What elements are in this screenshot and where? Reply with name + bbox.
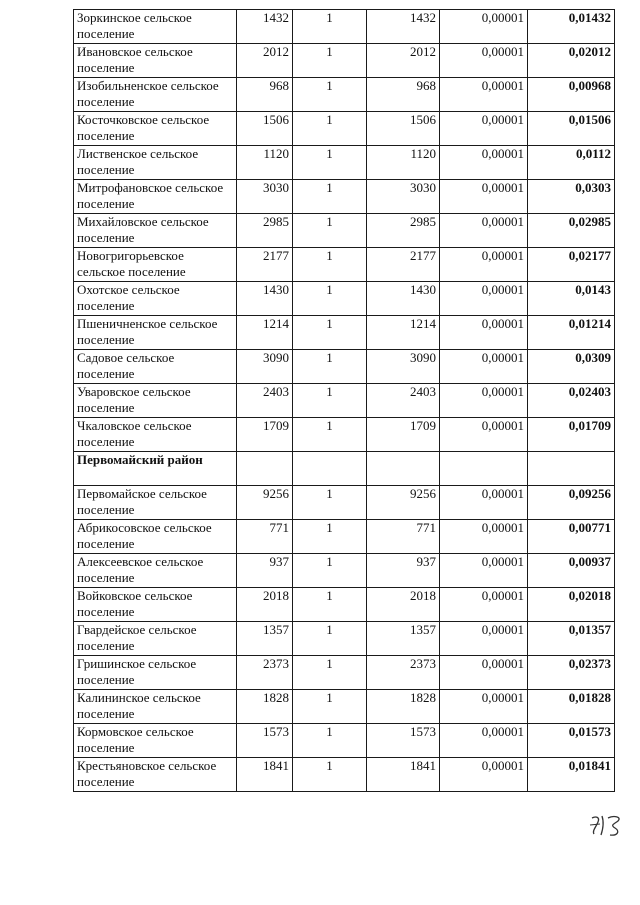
cell-population: 2012 — [237, 44, 293, 78]
cell-value: 771 — [367, 520, 440, 554]
cell-result: 0,01709 — [528, 418, 615, 452]
cell-value: 2018 — [367, 588, 440, 622]
cell-name: Охотское сельское поселение — [74, 282, 237, 316]
cell-result: 0,01841 — [528, 758, 615, 792]
cell-name: Гвардейское сельское поселение — [74, 622, 237, 656]
cell-rate: 0,00001 — [440, 724, 528, 758]
cell-coefficient: 1 — [293, 724, 367, 758]
cell-rate: 0,00001 — [440, 248, 528, 282]
table-row — [74, 384, 615, 418]
cell-value: 1506 — [367, 112, 440, 146]
cell-coefficient: 1 — [293, 758, 367, 792]
table-row — [74, 44, 615, 78]
cell-population: 3030 — [237, 180, 293, 214]
cell-name: Михайловское сельское поселение — [74, 214, 237, 248]
cell-result: 0,02018 — [528, 588, 615, 622]
cell-rate: 0,00001 — [440, 418, 528, 452]
cell-coefficient: 1 — [293, 316, 367, 350]
cell-population: 1430 — [237, 282, 293, 316]
cell-result: 0,0309 — [528, 350, 615, 384]
table-row — [74, 282, 615, 316]
cell-rate: 0,00001 — [440, 486, 528, 520]
cell-result: 0,01573 — [528, 724, 615, 758]
cell-result: 0,0112 — [528, 146, 615, 180]
cell-coefficient: 1 — [293, 214, 367, 248]
cell-coefficient: 1 — [293, 690, 367, 724]
cell-value: 1709 — [367, 418, 440, 452]
cell-result: 0,01357 — [528, 622, 615, 656]
cell-population: 2985 — [237, 214, 293, 248]
cell-name: Гришинское сельское поселение — [74, 656, 237, 690]
cell-coefficient: 1 — [293, 112, 367, 146]
cell-result: 0,0143 — [528, 282, 615, 316]
cell-coefficient: 1 — [293, 554, 367, 588]
cell-population: 1432 — [237, 10, 293, 44]
district-header-row — [74, 452, 615, 486]
cell-coefficient: 1 — [293, 588, 367, 622]
cell-rate: 0,00001 — [440, 44, 528, 78]
cell-coefficient — [293, 452, 367, 486]
cell-coefficient: 1 — [293, 418, 367, 452]
table-row — [74, 10, 615, 44]
cell-rate: 0,00001 — [440, 656, 528, 690]
cell-name: Первомайское сельское поселение — [74, 486, 237, 520]
cell-population: 1573 — [237, 724, 293, 758]
cell-name: Первомайский район — [74, 452, 237, 486]
table-body — [74, 10, 615, 792]
cell-result: 0,09256 — [528, 486, 615, 520]
cell-rate: 0,00001 — [440, 316, 528, 350]
cell-name: Абрикосовское сельское поселение — [74, 520, 237, 554]
cell-coefficient: 1 — [293, 486, 367, 520]
cell-population: 1841 — [237, 758, 293, 792]
cell-population: 2403 — [237, 384, 293, 418]
table-row — [74, 248, 615, 282]
cell-name: Садовое сельское поселение — [74, 350, 237, 384]
cell-population: 2373 — [237, 656, 293, 690]
cell-value: 1120 — [367, 146, 440, 180]
cell-result: 0,02012 — [528, 44, 615, 78]
cell-coefficient: 1 — [293, 282, 367, 316]
cell-rate: 0,00001 — [440, 622, 528, 656]
cell-rate: 0,00001 — [440, 384, 528, 418]
cell-coefficient: 1 — [293, 350, 367, 384]
cell-name: Уваровское сельское поселение — [74, 384, 237, 418]
handwritten-mark-icon — [588, 812, 628, 838]
cell-value: 2177 — [367, 248, 440, 282]
cell-population: 3090 — [237, 350, 293, 384]
cell-name: Зоркинское сельское поселение — [74, 10, 237, 44]
cell-population: 1506 — [237, 112, 293, 146]
cell-name: Войковское сельское поселение — [74, 588, 237, 622]
cell-name: Лиственское сельское поселение — [74, 146, 237, 180]
cell-coefficient: 1 — [293, 146, 367, 180]
cell-coefficient: 1 — [293, 520, 367, 554]
cell-population: 1828 — [237, 690, 293, 724]
cell-result: 0,02985 — [528, 214, 615, 248]
cell-name: Ивановское сельское поселение — [74, 44, 237, 78]
table-row — [74, 520, 615, 554]
cell-population: 1120 — [237, 146, 293, 180]
cell-population: 9256 — [237, 486, 293, 520]
cell-population — [237, 452, 293, 486]
table-row — [74, 78, 615, 112]
cell-coefficient: 1 — [293, 656, 367, 690]
cell-result: 0,00771 — [528, 520, 615, 554]
cell-result: 0,02373 — [528, 656, 615, 690]
cell-rate: 0,00001 — [440, 146, 528, 180]
cell-name: Митрофановское сельское поселение — [74, 180, 237, 214]
cell-result: 0,02177 — [528, 248, 615, 282]
cell-value: 1357 — [367, 622, 440, 656]
cell-result: 0,00968 — [528, 78, 615, 112]
table-row — [74, 486, 615, 520]
table-row — [74, 214, 615, 248]
cell-rate: 0,00001 — [440, 282, 528, 316]
cell-rate: 0,00001 — [440, 554, 528, 588]
cell-rate: 0,00001 — [440, 214, 528, 248]
cell-coefficient: 1 — [293, 78, 367, 112]
cell-name: Пшеничненское сельское поселение — [74, 316, 237, 350]
cell-value: 3030 — [367, 180, 440, 214]
cell-name: Косточковское сельское поселение — [74, 112, 237, 146]
cell-value: 2403 — [367, 384, 440, 418]
cell-rate: 0,00001 — [440, 520, 528, 554]
cell-value: 1430 — [367, 282, 440, 316]
table-row — [74, 656, 615, 690]
cell-value: 2985 — [367, 214, 440, 248]
cell-rate: 0,00001 — [440, 758, 528, 792]
cell-result: 0,01214 — [528, 316, 615, 350]
cell-result: 0,02403 — [528, 384, 615, 418]
cell-rate: 0,00001 — [440, 180, 528, 214]
table-row — [74, 554, 615, 588]
cell-result: 0,01506 — [528, 112, 615, 146]
table-row — [74, 350, 615, 384]
cell-population: 1214 — [237, 316, 293, 350]
cell-value: 2012 — [367, 44, 440, 78]
cell-value: 1841 — [367, 758, 440, 792]
cell-rate: 0,00001 — [440, 10, 528, 44]
cell-rate: 0,00001 — [440, 350, 528, 384]
table-row — [74, 180, 615, 214]
table-row — [74, 316, 615, 350]
table-row — [74, 724, 615, 758]
cell-coefficient: 1 — [293, 44, 367, 78]
table-row — [74, 588, 615, 622]
table-row — [74, 690, 615, 724]
cell-name: Изобильненское сельское поселение — [74, 78, 237, 112]
cell-coefficient: 1 — [293, 384, 367, 418]
cell-rate: 0,00001 — [440, 690, 528, 724]
cell-name: Чкаловское сельское поселение — [74, 418, 237, 452]
cell-value: 2373 — [367, 656, 440, 690]
cell-value: 968 — [367, 78, 440, 112]
cell-value — [367, 452, 440, 486]
cell-result: 0,00937 — [528, 554, 615, 588]
cell-population: 2177 — [237, 248, 293, 282]
cell-rate — [440, 452, 528, 486]
table-row — [74, 758, 615, 792]
cell-name: Новогригорьевское сельское поселение — [74, 248, 237, 282]
cell-value: 1214 — [367, 316, 440, 350]
cell-population: 937 — [237, 554, 293, 588]
cell-value: 937 — [367, 554, 440, 588]
cell-name: Алексеевское сельское поселение — [74, 554, 237, 588]
cell-coefficient: 1 — [293, 180, 367, 214]
table-row — [74, 622, 615, 656]
cell-coefficient: 1 — [293, 622, 367, 656]
cell-name: Калининское сельское поселение — [74, 690, 237, 724]
cell-result: 0,01828 — [528, 690, 615, 724]
cell-rate: 0,00001 — [440, 588, 528, 622]
cell-value: 1828 — [367, 690, 440, 724]
cell-population: 968 — [237, 78, 293, 112]
cell-result: 0,01432 — [528, 10, 615, 44]
cell-rate: 0,00001 — [440, 112, 528, 146]
table-row — [74, 146, 615, 180]
cell-value: 3090 — [367, 350, 440, 384]
cell-result — [528, 452, 615, 486]
cell-name: Крестьяновское сельское поселение — [74, 758, 237, 792]
settlements-table — [73, 9, 615, 792]
cell-coefficient: 1 — [293, 10, 367, 44]
cell-population: 2018 — [237, 588, 293, 622]
cell-population: 1709 — [237, 418, 293, 452]
cell-name: Кормовское сельское поселение — [74, 724, 237, 758]
cell-value: 1432 — [367, 10, 440, 44]
cell-population: 771 — [237, 520, 293, 554]
table-row — [74, 418, 615, 452]
table-row — [74, 112, 615, 146]
cell-value: 1573 — [367, 724, 440, 758]
cell-result: 0,0303 — [528, 180, 615, 214]
cell-coefficient: 1 — [293, 248, 367, 282]
cell-population: 1357 — [237, 622, 293, 656]
cell-value: 9256 — [367, 486, 440, 520]
cell-rate: 0,00001 — [440, 78, 528, 112]
